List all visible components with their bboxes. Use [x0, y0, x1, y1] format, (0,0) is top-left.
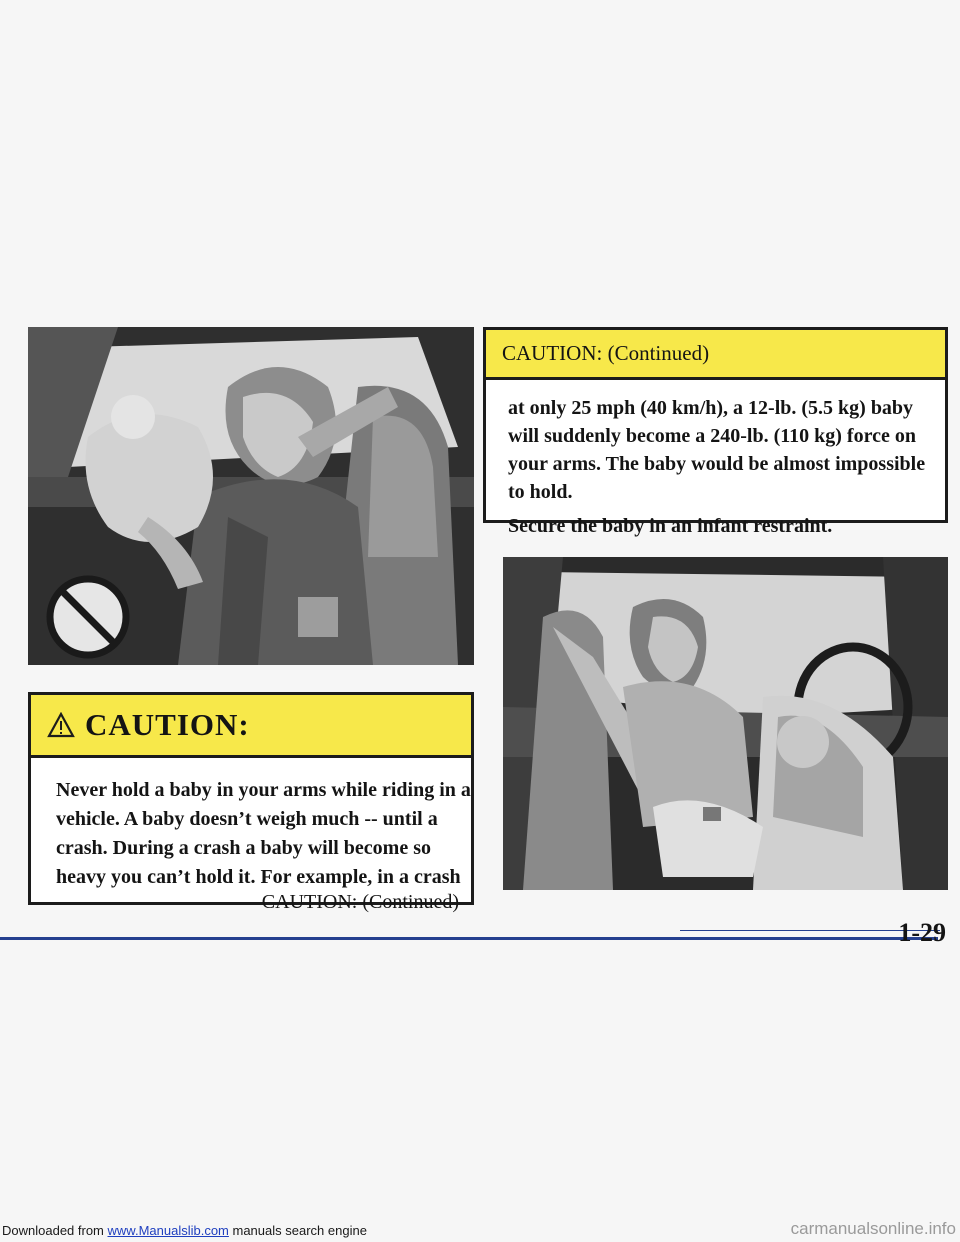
footer-watermark: carmanualsonline.info	[790, 1219, 956, 1238]
caution-title: CAUTION: (Continued)	[502, 341, 710, 365]
caution-line: Never hold a baby in your arms while riding in a	[56, 779, 471, 801]
footer-download-note	[2, 1223, 367, 1238]
caution-line: crash. During a crash a baby will become so	[56, 837, 431, 859]
caution-paragraph	[508, 394, 945, 506]
warning-triangle-icon	[47, 712, 75, 738]
illustration-baby-in-arms-drawing	[28, 327, 474, 665]
page-number: 1-29	[898, 918, 946, 947]
footer-link[interactable]: www.Manualslib.com	[107, 1223, 229, 1238]
header-rule	[0, 937, 938, 940]
illustration-infant-restraint-drawing	[503, 557, 948, 890]
caution-header	[486, 330, 945, 380]
illustration-infant-restraint	[503, 557, 948, 890]
caution-body	[486, 380, 945, 540]
caution-box-continued	[483, 327, 948, 537]
footer-prefix: Downloaded from	[2, 1223, 104, 1238]
caution-line: vehicle. A baby doesn’t weigh much -- until a	[56, 808, 438, 830]
caution-line: at only 25 mph (40 km/h), a 12-lb. (5.5 kg) baby	[508, 397, 914, 419]
caution-continued-label: CAUTION: (Continued)	[261, 891, 459, 913]
caution-body	[31, 758, 471, 917]
caution-line: to hold.	[508, 481, 573, 503]
footer-suffix: manuals search engine	[228, 1223, 367, 1238]
caution-line: your arms. The baby would be almost impossible	[508, 453, 926, 475]
illustration-baby-in-arms	[28, 327, 474, 665]
caution-box-main	[28, 692, 474, 913]
caution-line: will suddenly become a 240-lb. (110 kg) force on	[508, 425, 916, 447]
caution-paragraph: Secure the baby in an infant restraint.	[508, 515, 833, 537]
caution-title: CAUTION:	[85, 707, 250, 742]
caution-line: heavy you can’t hold it. For example, in a crash	[56, 866, 461, 888]
caution-header	[31, 695, 471, 758]
